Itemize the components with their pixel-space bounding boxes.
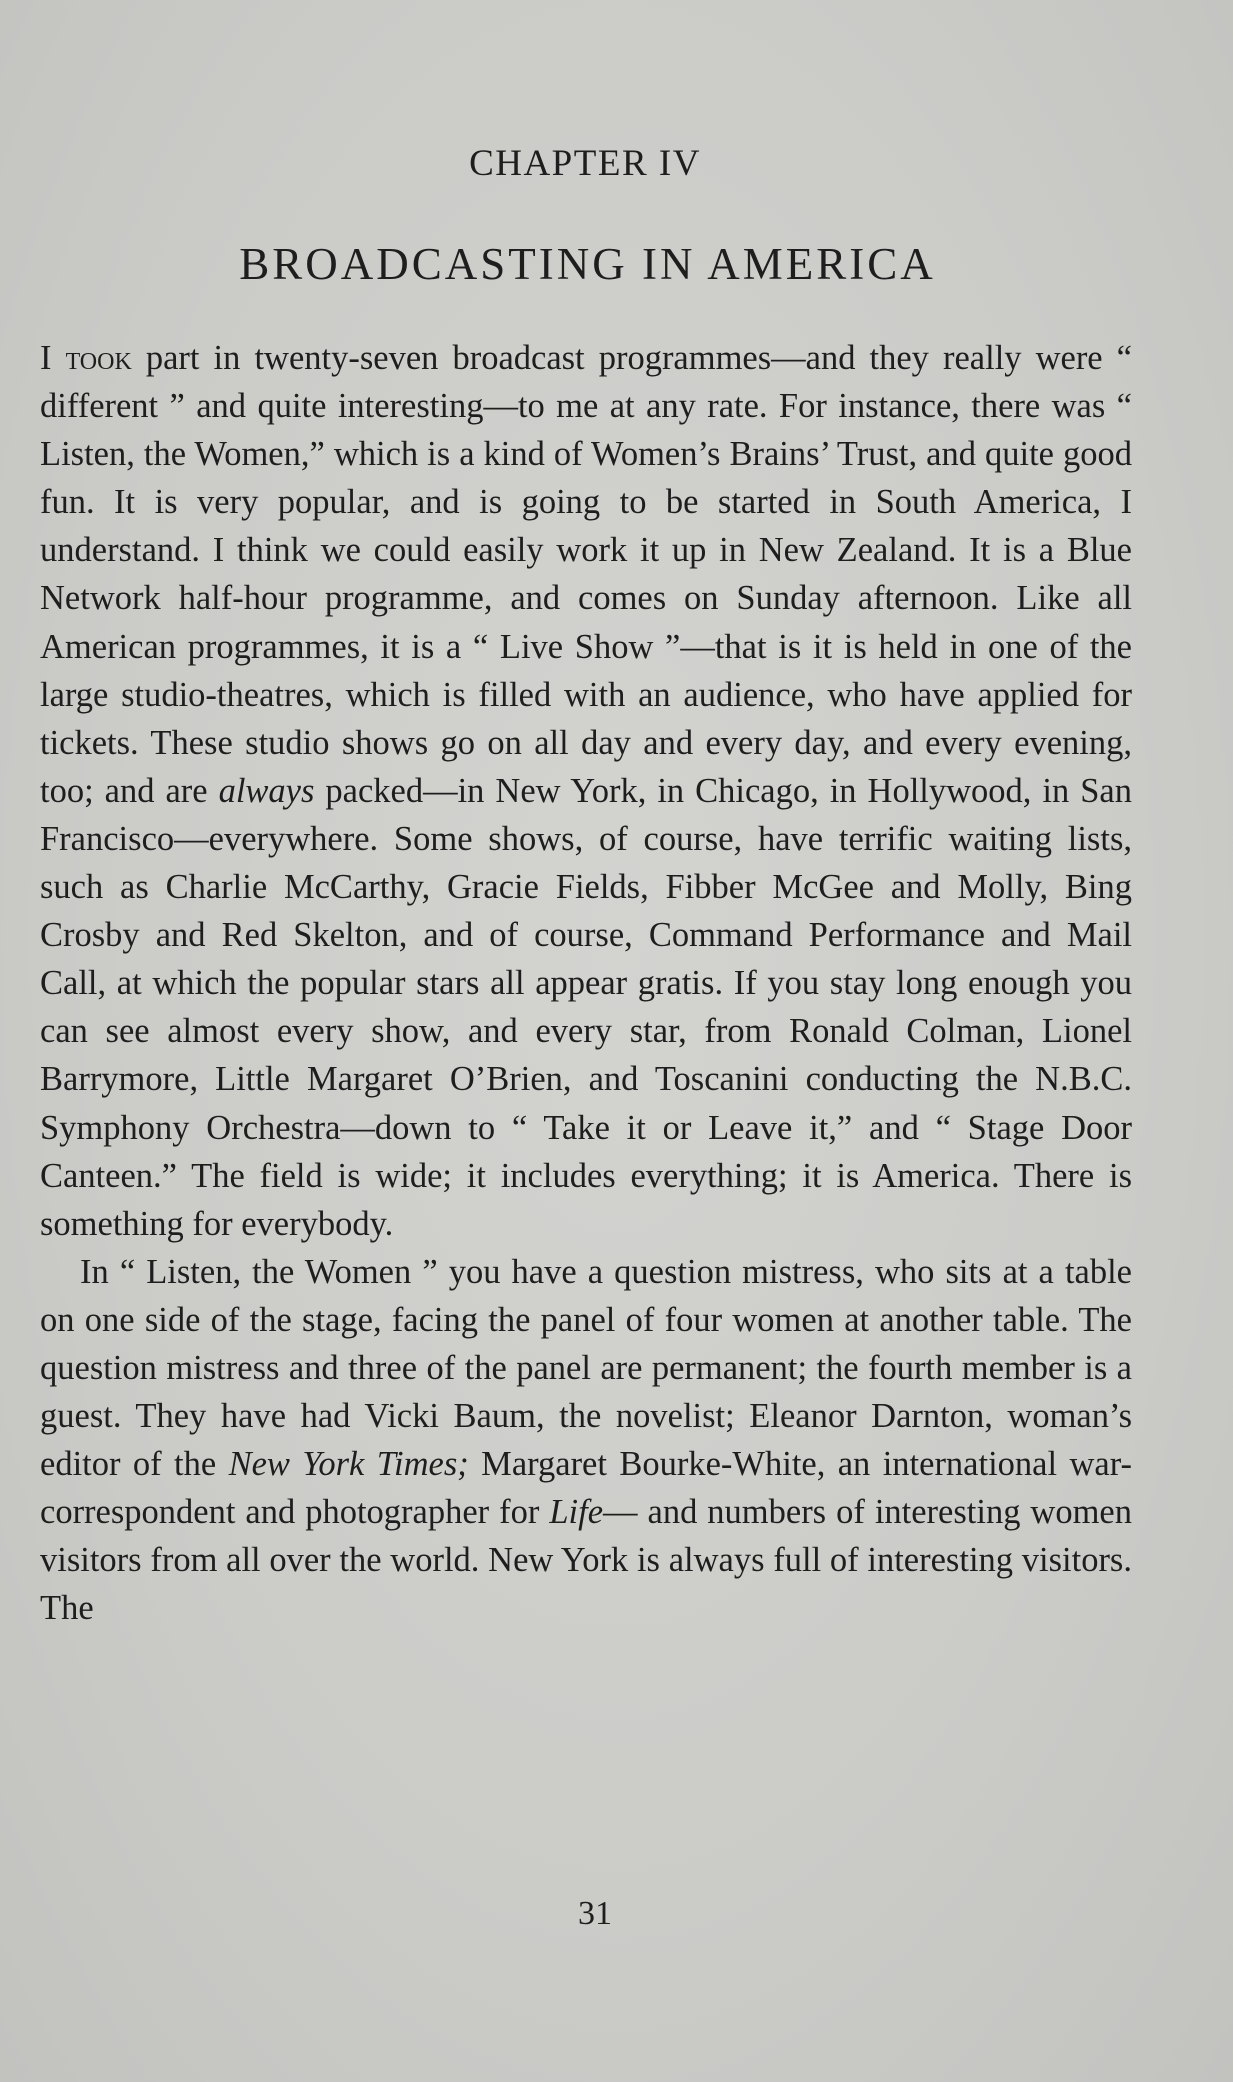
paragraph-2-text-a: In “ Listen, the Women ” you have a question mistress, who sits at a table on one side of the stage, facing the panel of four women at another table. The question mistress and three of the panel are permanent; the fourth member is a guest. They have had Vicki Baum, the novelist; Eleanor Darnton, woman’s editor of the bbox=[40, 1252, 1132, 1484]
lead-smallcaps: took bbox=[65, 339, 132, 377]
chapter-title: BROADCASTING IN AMERICA bbox=[239, 239, 936, 289]
newspaper-title: New York Times; bbox=[228, 1445, 469, 1484]
paragraph-2-text-c: — and numbers of interesting women visitors from all over the world. New York is always full of interesting visitors. The bbox=[40, 1493, 1132, 1628]
paragraph-1-italic: always bbox=[218, 771, 315, 810]
lead-word: I bbox=[40, 339, 52, 377]
page-number: 31 bbox=[578, 1895, 612, 1932]
paragraph-1 bbox=[40, 334, 1132, 1248]
paragraph-1-text: part in twenty-seven broadcast programmes—and they really were “ different ” and quite interesting—to me at any rate. For instance, there was “ Listen, the Women,” which is a kind of Women’s Brains’ Trust, and quite good fun. It is very popular, and is going to be started in South America, I understand. I think we could easily work it up in New Zealand. It is a Blue Network half-hour programme, and comes on Sunday afternoon. Like all American programmes, it is a “ Live Show ”—that is it is held in one of the large studio-theatres, which is filled with an audience, who have applied for tickets. These studio shows go on all day and every day, and every evening, too; and are bbox=[40, 339, 1132, 810]
paragraph-2 bbox=[40, 1248, 1132, 1633]
paragraph-2-text-b: Margaret Bourke-White, an international war-correspondent and photographer for bbox=[40, 1445, 1132, 1532]
paragraph-1-text-after: packed—in New York, in Chicago, in Hollywood, in San Francisco—everywhere. Some shows, of course, have terrific waiting lists, such as Charlie McCarthy, Gracie Fields, Fibber McGee and Molly, Bing Crosby and Red Skelton, and of course, Command Performance and Mail Call, at which the popular stars all appear gratis. If you stay long enough you can see almost every show, and every star, from Ronald Colman, Lionel Barrymore, Little Margaret O’Brien, and Toscanini conducting the N.B.C. Symphony Orchestra—down to “ Take it or Leave it,” and “ Stage Door Canteen.” The field is wide; it includes everything; it is America. There is something for everybody. bbox=[40, 771, 1132, 1243]
body-text bbox=[40, 334, 1132, 1633]
magazine-title: Life bbox=[549, 1493, 604, 1532]
chapter-label: CHAPTER IV bbox=[469, 143, 701, 184]
